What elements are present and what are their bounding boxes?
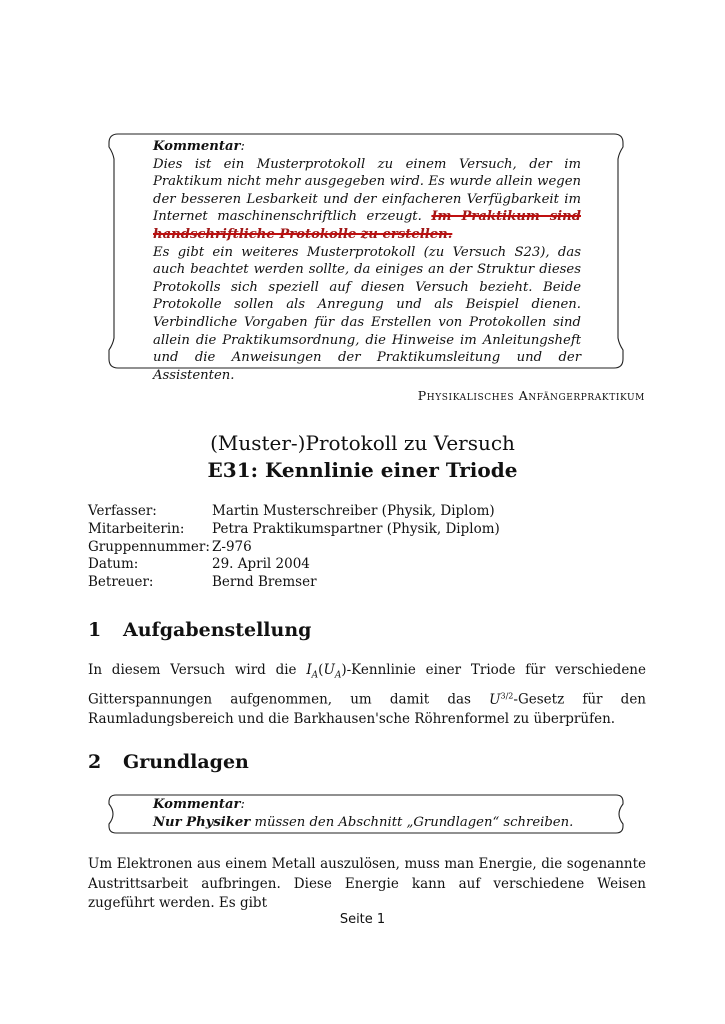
meta-row: [88, 556, 500, 574]
meta-value: Petra Praktikumspartner (Physik, Diplom): [212, 520, 500, 537]
meta-label: Gruppennummer:: [88, 538, 210, 555]
comment-text: müssen den Abschnitt „Grundlagen“ schreiben.: [250, 814, 574, 830]
text-run: -Kennlinie einer Triode für verschiedene Gitterspannungen aufgenommen, um damit das: [88, 662, 646, 708]
section1-paragraph: [88, 661, 646, 730]
meta-value: Bernd Bremser: [212, 574, 317, 591]
text-run: In diesem Versuch wird die: [88, 662, 307, 678]
meta-row: [88, 521, 500, 539]
meta-label: Verfasser:: [88, 503, 157, 519]
text-run: -Gesetz für den Raumladungsbereich und die Barkhausen'sche Röhrenformel zu überprüfen.: [88, 691, 647, 728]
struck-through-text: Im Praktikum sind handschriftliche Protokolle zu erstellen.: [153, 209, 581, 242]
comment-paragraph-1: Dies ist ein Musterprotokoll zu einem Versuch, der im Praktikum nicht mehr ausgegeben wird. Es wurde allein wegen der besseren Lesbarkeit und der einfacheren Verfügbarkeit im Internet maschinenschriftlich erzeugt.: [153, 156, 581, 225]
comment-title: Kommentar: [153, 139, 241, 154]
comment-box-intro: Kommentar: Dies ist ein Musterprotokoll zu einem Versuch, der im Praktikum nicht mehr ausgegeben wird. Es wurde allein wegen der besseren Lesbarkeit und der einfacheren Verfügbarkeit im Internet maschinenschriftlich erzeugt. Im Praktikum sind handschriftliche Protokolle zu erstellen. Es gibt ein weiteres Musterprotokoll (zu Versuch S23), das auch beachtet werden sollte, da einiges an der Struktur dieses Protokolls sich speziell auf diesen Versuch bezieht. Beide Protokolle sollen als Anregung und als Beispiel dienen. Verbindliche Vorgaben für das Erstellen von Protokollen sind allein die Praktikumsordnung, die Hinweise im Anleitungsheft und die Anweisungen der Praktikumsleitung und der Assistenten.: [108, 133, 624, 369]
meta-label: Datum:: [88, 556, 139, 573]
meta-row: [88, 503, 500, 521]
section-heading-2: [88, 751, 249, 773]
comment-paragraph-2: Es gibt ein weiteres Musterprotokoll (zu Versuch S23), das auch beachtet werden sollte, da einiges an der Struktur dieses Protokolls sich speziell auf diesen Versuch bezieht. Beide Protokolle sollen als Anregung und als Beispiel dienen. Verbindliche Vorgaben für das Erstellen von Protokollen sind allein die Praktikumsordnung, die Hinweise im Anleitungsheft und die Anweisungen der Praktikumsleitung und der Assistenten.: [153, 244, 581, 383]
meta-value: Z-976: [212, 538, 252, 555]
section-number: 1: [88, 619, 102, 641]
comment-box-grundlagen: Kommentar: Nur Physiker müssen den Abschnitt „Grundlagen“ schreiben.: [108, 794, 624, 834]
document-title-line2: E31: Kennlinie einer Triode: [207, 458, 518, 482]
formula-u-three-halves: $U^{3/2}$: [489, 691, 514, 708]
section-heading-1: [88, 619, 311, 641]
section-title: Grundlagen: [123, 751, 249, 773]
meta-label: Mitarbeiterin:: [88, 520, 185, 537]
formula-ia-ua: $I_A(U_A)$: [306, 662, 347, 681]
meta-value: 29. April 2004: [212, 556, 310, 573]
document-title-line1: (Muster-)Protokoll zu Versuch: [210, 431, 515, 455]
institute-name: Physikalisches Anfängerpraktikum: [417, 388, 645, 403]
comment-emphasis: Nur Physiker: [153, 814, 251, 830]
section-number: 2: [88, 751, 102, 773]
metadata-table: [88, 503, 500, 592]
page-footer: Seite 1: [339, 912, 386, 927]
meta-row: [88, 539, 500, 557]
comment-title: Kommentar: [153, 797, 241, 812]
section-title: Aufgabenstellung: [123, 619, 312, 641]
meta-value: Martin Musterschreiber (Physik, Diplom): [212, 503, 495, 519]
section2-paragraph: Um Elektronen aus einem Metall auszulösen, muss man Energie, die sogenannte Austrittsarbeit aufbringen. Diese Energie kann auf verschiedene Weisen zugeführt werden. Es gibt: [88, 856, 646, 911]
meta-row: [88, 574, 500, 592]
meta-label: Betreuer:: [88, 574, 154, 591]
